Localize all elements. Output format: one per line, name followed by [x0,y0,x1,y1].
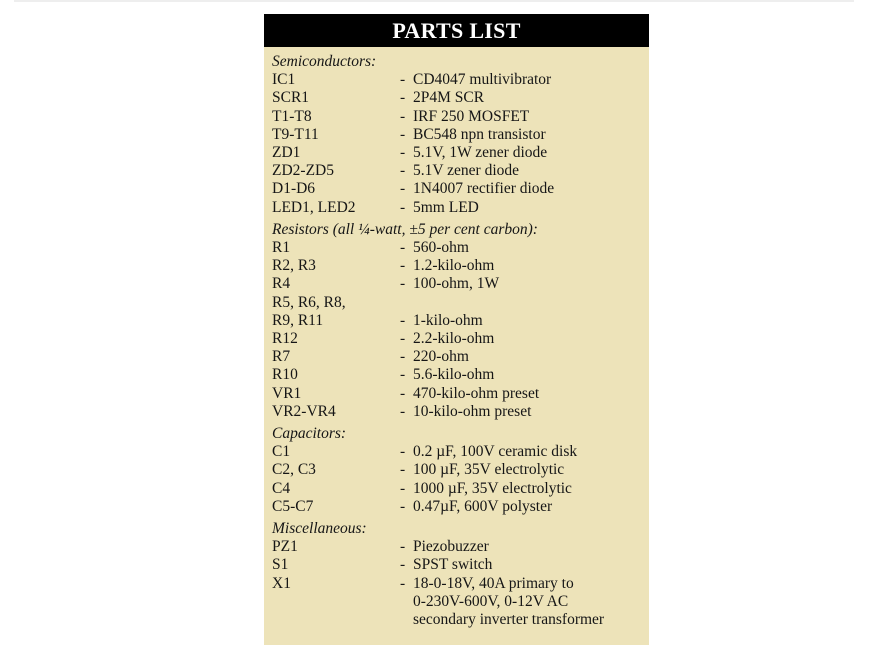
part-value: Piezobuzzer [413,538,489,556]
part-dash: - [400,556,406,574]
part-value: 2.2-kilo-ohm [413,330,495,348]
parts-list-body [264,47,649,629]
part-value: SPST switch [413,556,493,574]
parts-list-panel [264,14,649,645]
part-value: 5.1V, 1W zener diode [413,144,548,162]
part-dash: - [400,125,406,143]
part-row [272,108,649,126]
part-dash [400,611,413,629]
part-reference: R12 [272,330,298,348]
part-row [272,538,649,556]
part-row [272,294,649,312]
part-value: 1.2-kilo-ohm [413,257,495,275]
part-dash: - [400,497,406,515]
part-value: 18-0-18V, 40A primary to [413,574,574,592]
part-value: IRF 250 MOSFET [413,107,530,125]
part-dash: - [400,239,406,257]
part-reference: T9-T11 [272,125,319,143]
parts-list-title: PARTS LIST [264,14,649,47]
part-value: 0-230V-600V, 0-12V AC [413,592,569,610]
part-value: 2P4M SCR [413,89,485,107]
part-dash: - [400,107,406,125]
part-dash: - [400,348,406,366]
part-reference: R2, R3 [272,257,316,275]
part-dash: - [400,71,406,89]
part-value: 1-kilo-ohm [413,311,483,329]
section-miscellaneous [272,520,649,629]
part-reference: C2, C3 [272,461,316,479]
part-reference: S1 [272,556,289,574]
part-reference: R5, R6, R8, [272,293,346,311]
part-row [272,480,649,498]
part-value: 0.47µF, 600V polyster [413,497,553,515]
part-row [272,443,649,461]
part-dash: - [400,443,406,461]
part-row [272,180,649,198]
part-value: CD4047 multivibrator [413,71,552,89]
part-dash: - [400,144,406,162]
part-dash: - [400,538,406,556]
part-value: 1N4007 rectifier diode [413,180,555,198]
part-value: BC548 npn transistor [413,125,546,143]
part-dash: - [400,275,406,293]
part-reference: PZ1 [272,538,298,556]
part-value: 0.2 µF, 100V ceramic disk [413,443,578,461]
section-heading: Semiconductors: [272,53,377,70]
part-row [272,275,649,293]
section-heading: Capacitors: [272,425,347,443]
section-heading: Resistors (all ¼-watt, ±5 per cent carbon): [272,220,538,238]
part-row [272,312,649,330]
part-row [272,348,649,366]
part-row [272,556,649,574]
part-value: 5.6-kilo-ohm [413,366,495,384]
part-dash: - [400,330,406,348]
part-row [272,403,649,421]
part-dash: - [400,257,406,275]
part-row [272,144,649,162]
part-dash: - [400,311,406,329]
part-dash: - [400,366,406,384]
part-value: 5.1V zener diode [413,162,520,180]
part-dash: - [400,574,406,592]
part-value: 1000 µF, 35V electrolytic [413,479,572,497]
part-row [272,239,649,257]
part-reference: VR1 [272,384,302,402]
part-value: 100 µF, 35V electrolytic [413,461,565,479]
part-value: 560-ohm [413,239,469,257]
part-row [272,366,649,384]
part-row [272,611,649,629]
part-reference: R7 [272,348,291,366]
part-value: 100-ohm, 1W [413,275,500,293]
part-dash: - [400,461,406,479]
section-capacitors [272,425,649,516]
part-reference: C4 [272,479,291,497]
part-value: 5mm LED [413,198,479,216]
section-heading: Miscellaneous: [272,520,367,538]
part-dash: - [400,198,406,216]
part-dash [400,593,413,611]
part-reference: LED1, LED2 [272,198,356,216]
part-row [272,330,649,348]
part-row [272,461,649,479]
part-reference: C5-C7 [272,497,314,515]
part-dash: - [400,402,406,420]
part-row [272,71,649,89]
part-value: secondary inverter transformer [413,611,605,629]
part-row [272,126,649,144]
part-reference: X1 [272,574,291,592]
part-reference: R9, R11 [272,311,324,329]
part-dash: - [400,180,406,198]
part-value: 470-kilo-ohm preset [413,384,540,402]
part-row [272,593,649,611]
part-row [272,162,649,180]
part-reference: R10 [272,366,298,384]
section-resistors [272,221,649,421]
part-row [272,257,649,275]
part-reference: IC1 [272,71,296,89]
part-dash: - [400,162,406,180]
part-reference: R4 [272,275,291,293]
part-reference [272,611,400,629]
top-divider [14,0,854,2]
part-row [272,575,649,593]
part-dash: - [400,479,406,497]
part-reference: R1 [272,239,291,257]
part-row [272,498,649,516]
part-reference: VR2-VR4 [272,402,336,420]
part-reference [272,593,400,611]
part-row [272,385,649,403]
part-value: 10-kilo-ohm preset [413,402,532,420]
part-reference: ZD2-ZD5 [272,162,334,180]
section-semiconductors [272,53,649,217]
part-row [272,89,649,107]
part-reference: T1-T8 [272,107,312,125]
part-dash: - [400,89,406,107]
part-reference: SCR1 [272,89,310,107]
part-reference: C1 [272,443,291,461]
part-row [272,199,649,217]
part-dash [400,294,413,312]
part-value: 220-ohm [413,348,469,366]
part-dash: - [400,384,406,402]
part-reference: ZD1 [272,144,301,162]
part-reference: D1-D6 [272,180,316,198]
